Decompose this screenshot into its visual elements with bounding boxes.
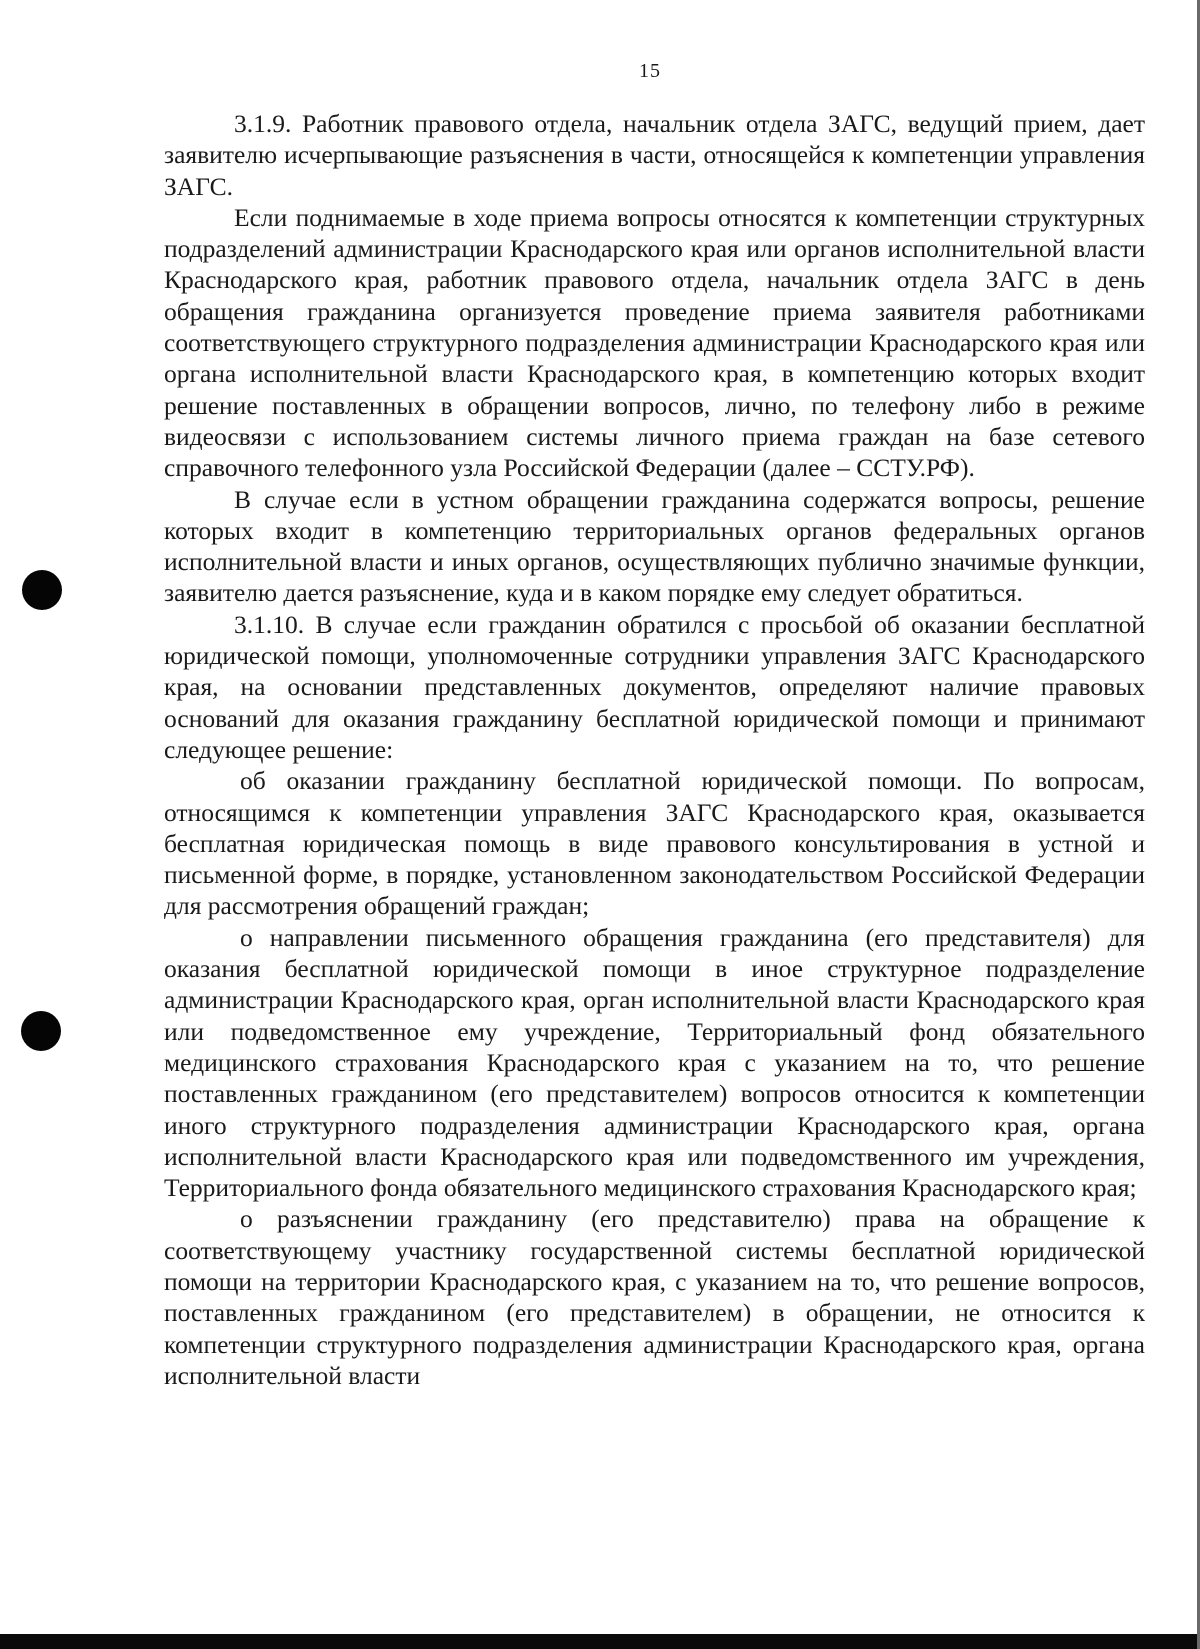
paragraph-federal-bodies: В случае если в устном обращении гражданина содержатся вопросы, решение которых входит в компетенцию территориальных органов федеральных органов исполнительной власти и иных органов, осуществляющих публично значимые функции, заявителю дается разъяснение, куда и в каком порядке ему следует обратиться. xyxy=(164,484,1145,608)
paragraph-3-1-9: 3.1.9. Работник правового отдела, начальник отдела ЗАГС, ведущий прием, дает заявителю исчерпывающие разъяснения в части, относящейся к компетенции управления ЗАГС. xyxy=(164,109,1145,201)
paragraph-decision-provide-help: об оказании гражданину бесплатной юридической помощи. По вопросам, относящимся к компетенции управления ЗАГС Краснодарского края, оказывается бесплатная юридическая помощь в виде правового консультирования в устной и письменной форме, в порядке, установленном законодательством Российской Федерации для рассмотрения обращений граждан; xyxy=(164,766,1145,921)
page-number: 15 xyxy=(639,60,661,82)
paragraph-compliance-structural-units: Если поднимаемые в ходе приема вопросы относятся к компетенции структурных подразделений администрации Краснодарского края или органов исполнительной власти Краснодарского края, работник правового отдела, начальник отдела ЗАГС в день обращения гражданина организуется проведение приема заявителя работниками соответствующего структурного подразделения администрации Краснодарского края или органа исполнительной власти Краснодарского края, в компетенцию которых входит решение поставленных в обращении вопросов, лично, по телефону либо в режиме видеосвязи с использованием системы личного приема граждан на базе сетевого справочного телефонного узла Российской Федерации (далее – ССТУ.РФ). xyxy=(164,202,1145,483)
paragraph-decision-redirect: о направлении письменного обращения гражданина (его представителя) для оказания бесплатной юридической помощи в иное структурное подразделение администрации Краснодарского края, орган исполнительной власти Краснодарского края или подведомственное ему учреждение, Территориальный фонд обязательного медицинского страхования Краснодарского края с указанием на то, что решение поставленных гражданином (его представителем) вопросов относится к компетенции иного структурного подразделения администрации Краснодарского края, органа исполнительной власти Краснодарского края или подведомственного им учреждения, Территориального фонда обязательного медицинского страхования Краснодарского края; xyxy=(164,922,1145,1203)
punch-hole-lower xyxy=(21,1011,61,1051)
paragraph-3-1-10: 3.1.10. В случае если гражданин обратился с просьбой об оказании бесплатной юридической помощи, уполномоченные сотрудники управления ЗАГС Краснодарского края, на основании представленных документов, определяют наличие правовых оснований для оказания гражданину бесплатной юридической помощи и принимают следующее решение: xyxy=(164,609,1145,764)
paragraph-decision-explain-rights: о разъяснении гражданину (его представителю) права на обращение к соответствующему участнику государственной системы бесплатной юридической помощи на территории Краснодарского края, с указанием на то, что решение вопросов, поставленных гражданином (его представителем) в обращении, не относится к компетенции структурного подразделения администрации Краснодарского края, органа исполнительной власти xyxy=(164,1204,1145,1390)
scan-edge-bottom xyxy=(0,1634,1200,1649)
document-body xyxy=(164,108,1145,1391)
punch-hole-upper xyxy=(22,570,62,610)
